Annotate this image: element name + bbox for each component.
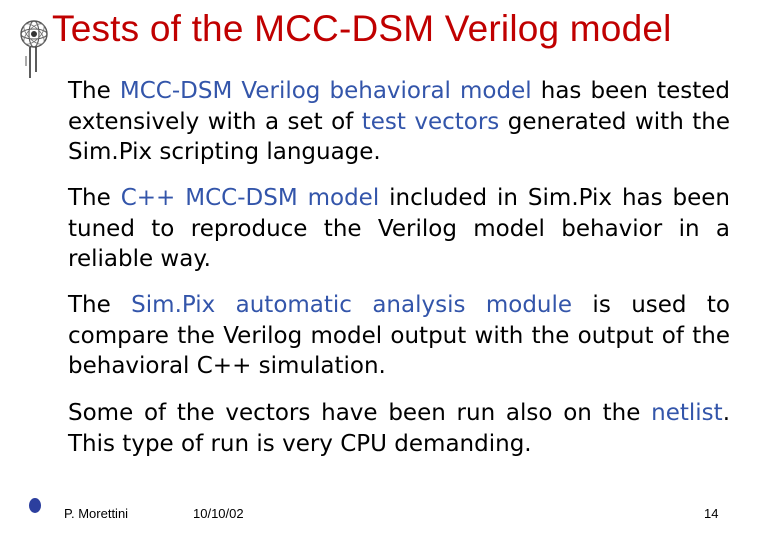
highlight-span: C++ MCC-DSM model <box>120 185 380 211</box>
highlight-span: test vectors <box>361 108 500 135</box>
text-span: has been tested extensively with a set of <box>68 78 730 135</box>
footer-author: P. Morettini <box>64 506 129 521</box>
text-span: Some of the vectors have been run also on the <box>68 400 652 426</box>
text-span: included in Sim.Pix has been tuned to reproduce the Verilog model behavior in a reliable way. <box>68 185 731 272</box>
footer-bullet-icon <box>29 498 41 513</box>
paragraph-verilog-tests <box>68 76 730 168</box>
text-span: The <box>68 185 121 211</box>
footer-date: 10/10/02 <box>193 506 244 521</box>
footer-page-number: 14 <box>704 506 719 521</box>
paragraph-netlist <box>68 398 730 459</box>
text-span: The <box>68 78 120 104</box>
text-span: is used to compare the Verilog model output with the output of the behavioral C++ simulation. <box>68 292 730 379</box>
paragraph-analysis-module <box>68 290 730 382</box>
highlight-span: netlist <box>651 400 723 426</box>
slide-title: Tests of the MCC-DSM Verilog model <box>52 8 672 49</box>
highlight-span: Sim.Pix automatic analysis module <box>131 292 573 318</box>
highlight-span: MCC-DSM Verilog behavioral model <box>119 78 532 104</box>
text-span: The <box>68 292 132 318</box>
text-span: . This type of run is very CPU demanding. <box>68 400 730 457</box>
text-span: generated with the Sim.Pix scripting language. <box>68 108 730 165</box>
atom-logo-icon <box>12 14 52 84</box>
paragraph-cpp-model <box>68 183 730 275</box>
